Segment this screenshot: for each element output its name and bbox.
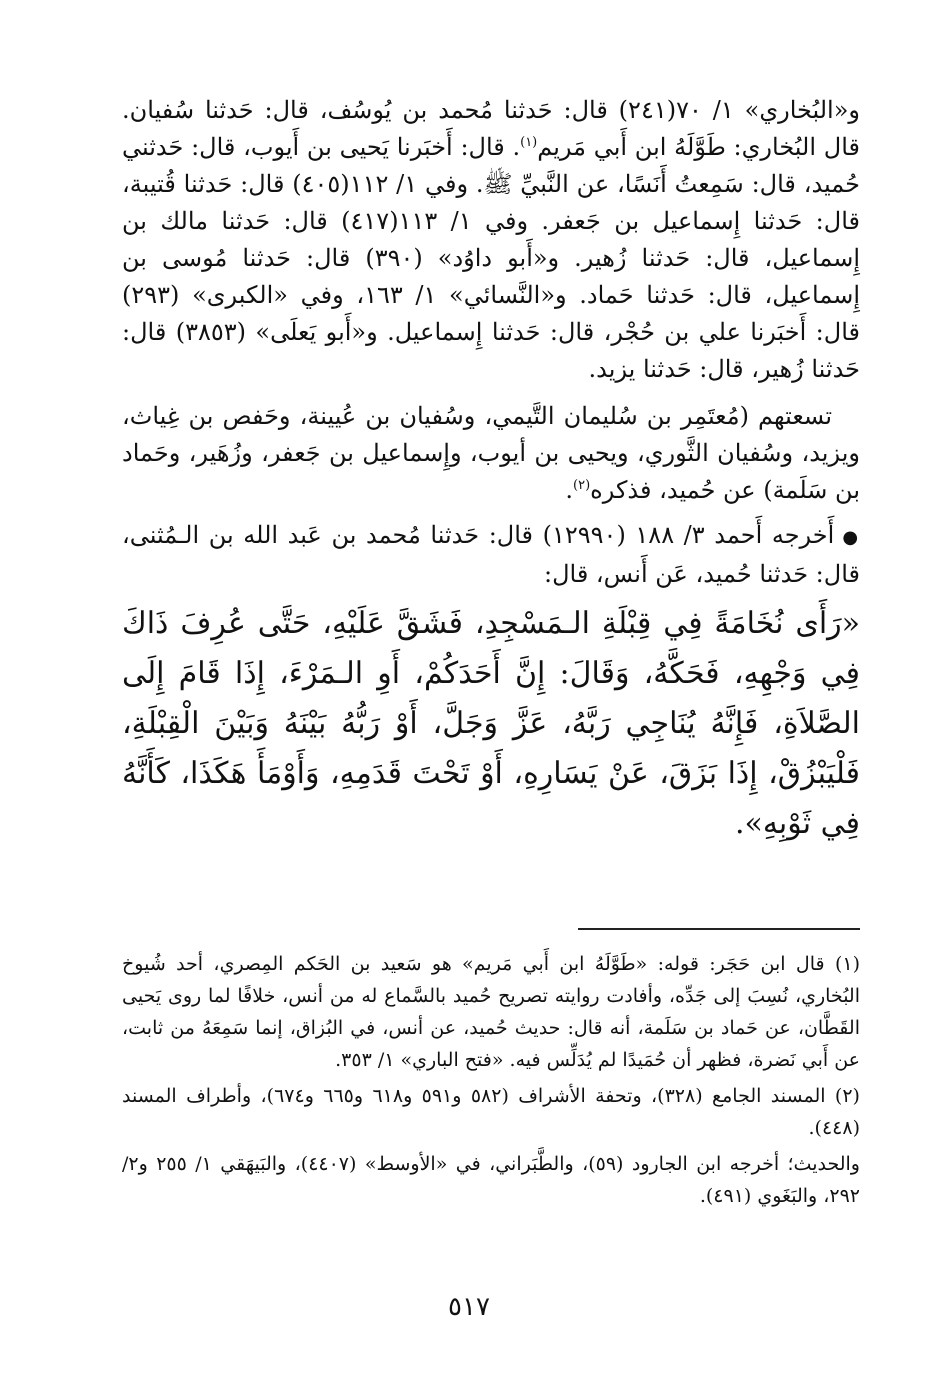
footnote-2-continuation: والحديث؛ أخرجه ابن الجارود (٥٩)، والطَّبَراني، في «الأوسط» (٤٤٠٧)، والبَيهَقي ١/ ٢٥٥ و٢/ ٢٩٢، والبَغَوي (٤٩١).	[122, 1153, 860, 1207]
paragraph-narrators-text-b: .	[565, 476, 574, 504]
paragraph-sources-text-a: و«البُخاري» ١/ ٧٠(٢٤١) قال: حَدثنا مُحمد بن يُوسُف، قال: حَدثنا سُفيان. قال البُخاري: طَوَّلَهُ ابن أَبي مَريم	[122, 96, 860, 161]
footnote-1: (١) قال ابن حَجَر: قوله: «طَوَّلَهُ ابن أَبي مَريم» هو سَعيد بن الحَكم المِصري، أحد شُيوخ البُخاري، نُسِبَ إلى جَدِّه، وأفادت روايته تصريح حُميد بالسَّماع له من أنس، خلافًا لما روى يَحيى القَطَّان، عن حَماد بن سَلَمة، أنه قال: حديث حُميد، عن أنس، في البُزاق، إنما سَمِعَهُ من ثابت، عن أَبي نَضرة، فظهر أن حُمَيدًا لم يُدَلِّس فيه. «فتح الباري» ١/ ٣٥٣.	[122, 953, 860, 1071]
page-number: ٥١٧	[448, 1292, 490, 1322]
footnote-2: (٢) المسند الجامع (٣٢٨)، وتحفة الأشراف (٥٨٢ و٥٩١ و٦١٨ و٦٦٥ و٦٧٤)، وأطراف المسند (٤٤٨).	[122, 1085, 860, 1139]
footnote-ref-1: (١)	[520, 135, 538, 150]
footnotes-section	[122, 948, 860, 1216]
paragraph-takhrij	[122, 517, 860, 593]
bullet-icon: ●	[842, 527, 860, 548]
footnote-ref-2: (٢)	[573, 478, 591, 493]
hadith-text: «رَأَى نُخَامَةً فِي قِبْلَةِ الـمَسْجِدِ، فَشَقَّ عَلَيْهِ، حَتَّى عُرِفَ ذَاكَ فِي وَجْهِهِ، فَحَكَّهُ، وَقَالَ: إِنَّ أَحَدَكُمْ، أَوِ الـمَرْءَ، إِذَا قَامَ إِلَى الصَّلاَةِ، فَإِنَّهُ يُنَاجِي رَبَّهُ، عَزَّ وَجَلَّ، أَوْ رَبُّهُ بَيْنَهُ وَبَيْنَ الْقِبْلَةِ، فَلْيَبْزُقْ، إِذَا بَزَقَ، عَنْ يَسَارِهِ، أَوْ تَحْتَ قَدَمِهِ، وَأَوْمَأَ هَكَذَا، كَأَنَّهُ فِي ثَوْبِهِ».	[122, 606, 860, 841]
paragraph-sources-text-b: . قال: أَخبَرنا يَحيى بن أَيوب، قال: حَدثني حُميد، قال: سَمِعتُ أَنَسًا، عن النَّبيِّ ﷺ. وفي ١/ ١١٢(٤٠٥) قال: حَدثنا قُتيبة، قال: حَدثنا إِسماعيل بن جَعفر. وفي ١/ ١١٣(٤١٧) قال: حَدثنا مالك بن إِسماعيل، قال: حَدثنا زُهير. و«أَبو داوُد» (٣٩٠) قال: حَدثنا مُوسى بن إِسماعيل، قال: حَدثنا حَماد. و«النَّسائي» ١/ ١٦٣، وفي «الكبرى» (٢٩٣) قال: أَخبَرنا علي بن حُجْر، قال: حَدثنا إِسماعيل. و«أَبو يَعلَى» (٣٨٥٣) قال: حَدثنا زُهير، قال: حَدثنا يزيد.	[122, 133, 861, 383]
paragraph-narrators	[122, 398, 860, 509]
paragraph-takhrij-text: أَخرجه أَحمد ٣/ ١٨٨ (١٢٩٩٠) قال: حَدثنا مُحمد بن عَبد الله بن الـمُثنى، قال: حَدثنا حُميد، عَن أَنس، قال:	[122, 521, 860, 588]
main-text	[122, 92, 860, 849]
paragraph-sources	[122, 92, 860, 388]
paragraph-narrators-text-a: تسعتهم (مُعتَمِر بن سُليمان التَّيمي، وسُفيان بن عُيينة، وحَفص بن غِياث، ويزيد، وسُفيان الثَّوري، ويحيى بن أيوب، وإِسماعيل بن جَعفر، وزُهَير، وحَماد بن سَلَمة) عن حُميد، فذكره	[122, 402, 860, 504]
footnote-divider	[578, 928, 860, 930]
